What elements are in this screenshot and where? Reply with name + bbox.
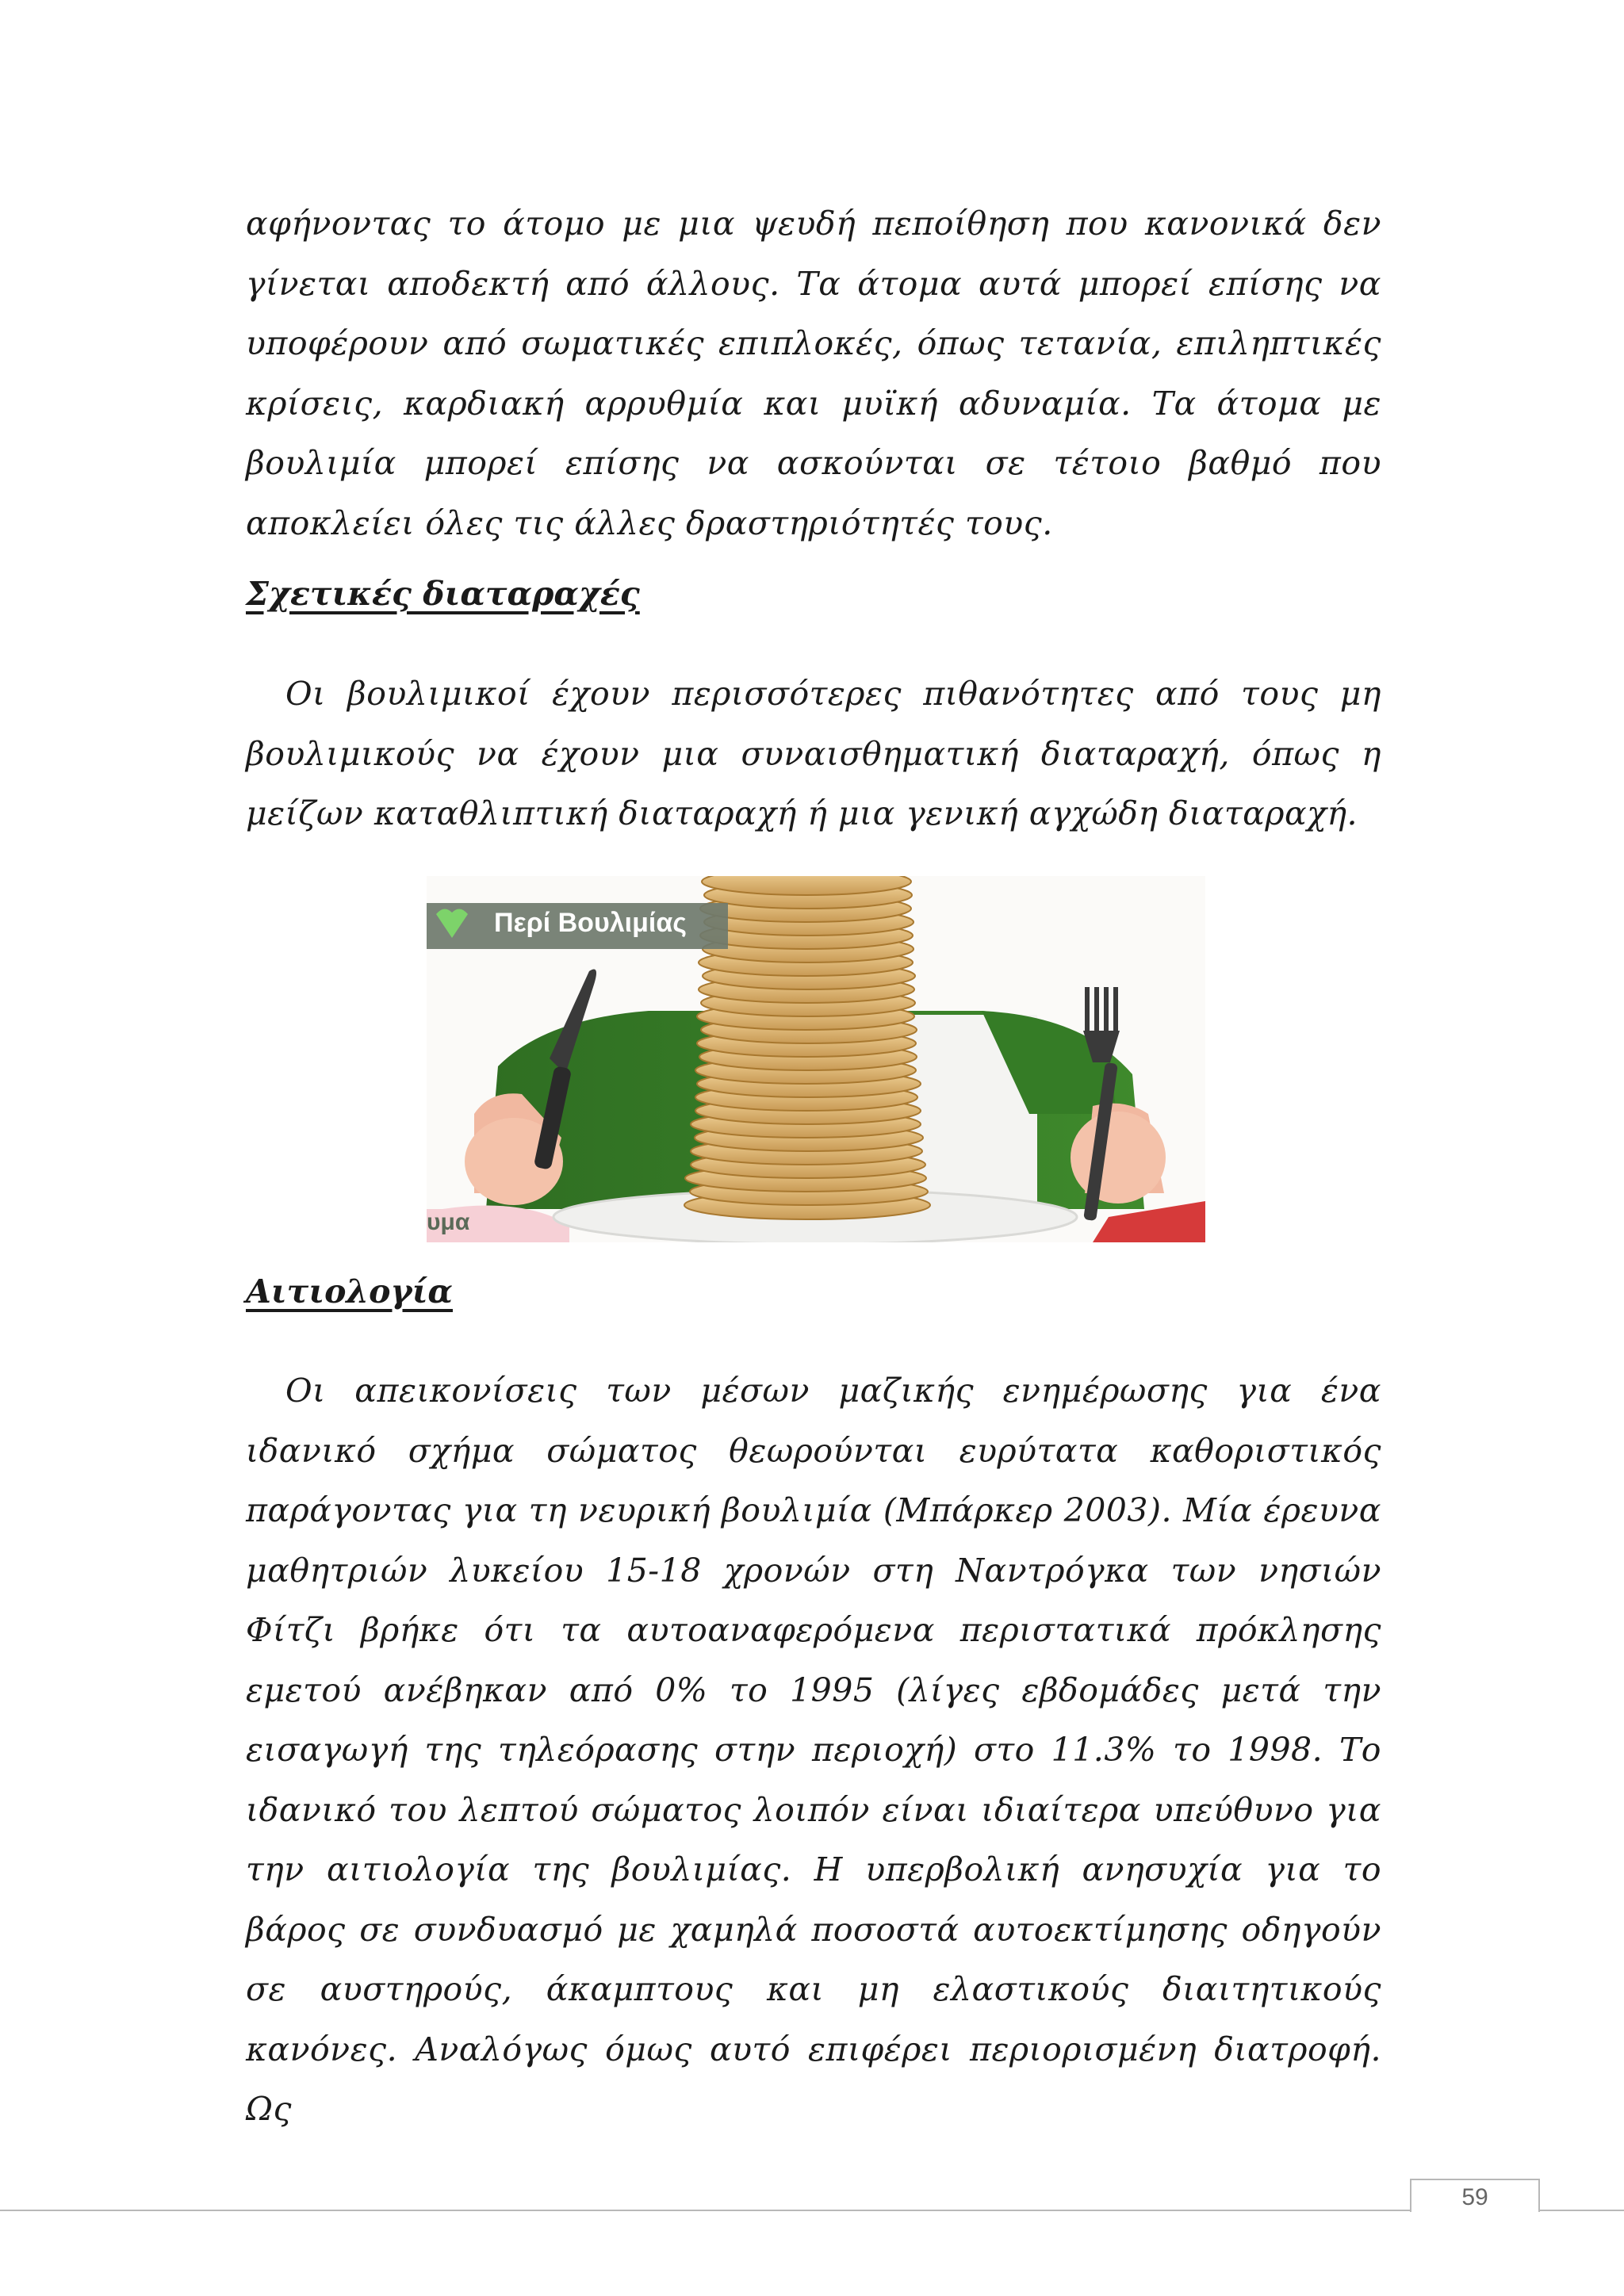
footer-divider — [0, 2210, 1624, 2211]
paragraph-complications: αφήνοντας το άτομο με μια ψευδή πεποίθηση που κανονικά δεν γίνεται αποδεκτή από άλλους. Τα άτομα αυτά μπορεί επίσης να υποφέρουν από σωματικές επιπλοκές, όπως τετανία, επιληπτικές κρίσεις, καρδιακή αρρυθμία και μυϊκή αδυναμία. Τα άτομα με βουλιμία μπορεί επίσης να ασκούνται σε τέτοιο βαθμό που αποκλείει όλες τις άλλες δραστηριότητές τους. — [246, 205, 1381, 542]
image-banner-text: Περί Βουλιμίας — [494, 908, 687, 938]
paragraph-related-disorders: Οι βουλιμικοί έχουν περισσότερες πιθανότητες από τους μη βουλιμικούς να έχουν μια συναισθηματική διαταραχή, όπως η μείζων καταθλιπτική διαταραχή ή μια γενική αγχώδη διαταραχή. — [246, 675, 1381, 832]
page-number: 59 — [1410, 2179, 1540, 2212]
pancake-illustration — [427, 876, 1205, 1242]
heading-related-disorders: Σχετικές διαταραχές — [246, 575, 640, 613]
heading-etiology: Αιτιολογία — [246, 1272, 453, 1311]
image-corner-text: υμα — [427, 1209, 470, 1235]
paragraph-etiology: Οι απεικονίσεις των μέσων μαζικής ενημέρωσης για ένα ιδανικό σχήμα σώματος θεωρούνται ευρύτατα καθοριστικός παράγοντας για τη νευρική βουλιμία (Μπάρκερ 2003). Μία έρευνα μαθητριών λυκείου 15-18 χρονών στη Ναντρόγκα των νησιών Φίτζι βρήκε ότι τα αυτοαναφερόμενα περιστατικά πρόκλησης εμετού ανέβηκαν από 0% το 1995 (λίγες εβδομάδες μετά την εισαγωγή της τηλεόρασης στην περιοχή) στο 11.3% το 1998. Το ιδανικό του λεπτού σώματος λοιπόν είναι ιδιαίτερα υπεύθυνο για την αιτιολογία της βουλιμίας. Η υπερβολική ανησυχία για το βάρος σε συνδυασμό με χαμηλά ποσοστά αυτοεκτίμησης οδηγούν σε αυστηρούς, άκαμπτους και μη ελαστικούς διαιτητικούς κανόνες. Αναλόγως όμως αυτό επιφέρει περιορισμένη διατροφή. Ως — [246, 1372, 1381, 2128]
